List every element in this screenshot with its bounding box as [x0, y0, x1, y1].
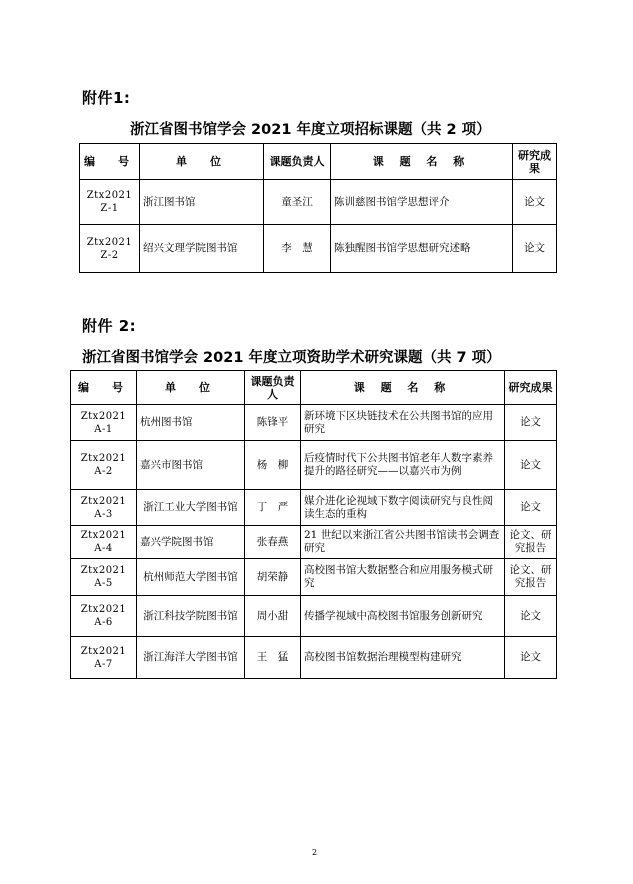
cell-unit: 浙江工业大学图书馆 — [137, 490, 245, 526]
cell-leader: 李 慧 — [264, 225, 331, 273]
cell-unit: 浙江科技学院图书馆 — [137, 596, 245, 637]
cell-topic: 陈训慈图书馆学思想评介 — [331, 180, 513, 225]
cell-leader: 杨 柳 — [245, 441, 301, 490]
cell-result: 论文 — [505, 441, 557, 490]
cell-leader: 童圣江 — [264, 180, 331, 225]
col-header-code: 编 号 — [80, 144, 140, 180]
cell-code: Ztx2021 A-6 — [71, 596, 137, 637]
cell-unit: 嘉兴市图书馆 — [137, 441, 245, 490]
cell-code: Ztx2021 A-3 — [71, 490, 137, 526]
cell-result: 论文、研究报告 — [505, 559, 557, 596]
cell-unit: 杭州图书馆 — [137, 405, 245, 441]
cell-result: 论文 — [513, 225, 557, 273]
cell-leader: 胡荣静 — [245, 559, 301, 596]
cell-topic: 后疫情时代下公共图书馆老年人数字素养提升的路径研究——以嘉兴市为例 — [301, 441, 505, 490]
cell-code: Ztx2021 Z-2 — [80, 225, 140, 273]
col-header-leader: 课题负责人 — [264, 144, 331, 180]
col-header-unit: 单 位 — [140, 144, 264, 180]
col-header-topic: 课 题 名 称 — [331, 144, 513, 180]
cell-code: Ztx2021 A-1 — [71, 405, 137, 441]
cell-result: 论文 — [505, 405, 557, 441]
cell-code: Ztx2021 Z-1 — [80, 180, 140, 225]
table-row — [71, 490, 557, 526]
col-header-unit: 单 位 — [137, 371, 245, 405]
cell-leader: 陈锋平 — [245, 405, 301, 441]
cell-code: Ztx2021 A-2 — [71, 441, 137, 490]
cell-leader: 丁 严 — [245, 490, 301, 526]
table-row — [71, 596, 557, 637]
cell-result: 论文 — [513, 180, 557, 225]
attachment1-title: 浙江省图书馆学会 2021 年度立项招标课题（共 2 项） — [130, 122, 491, 138]
page-number: 2 — [312, 848, 318, 857]
cell-code: Ztx2021 A-5 — [71, 559, 137, 596]
col-header-result: 研究成果 — [513, 144, 557, 180]
cell-unit: 杭州师范大学图书馆 — [137, 559, 245, 596]
attachment1-table — [79, 143, 557, 273]
cell-unit: 浙江图书馆 — [140, 180, 264, 225]
table-row — [80, 225, 557, 273]
table-row — [80, 180, 557, 225]
attachment2-heading: 附件 2: — [82, 317, 137, 335]
cell-code: Ztx2021 A-4 — [71, 526, 137, 559]
attachment2-table — [70, 370, 557, 679]
cell-topic: 高校图书馆数据治理模型构建研究 — [301, 637, 505, 679]
cell-result: 论文 — [505, 596, 557, 637]
col-header-leader: 课题负责人 — [245, 371, 301, 405]
col-header-topic: 课 题 名 称 — [301, 371, 505, 405]
table-row — [71, 441, 557, 490]
cell-leader: 周小甜 — [245, 596, 301, 637]
attachment2-title: 浙江省图书馆学会 2021 年度立项资助学术研究课题（共 7 项） — [82, 350, 501, 366]
table-row — [71, 559, 557, 596]
cell-result: 论文 — [505, 637, 557, 679]
cell-topic: 新环境下区块链技术在公共图书馆的应用研究 — [301, 405, 505, 441]
cell-unit: 绍兴文理学院图书馆 — [140, 225, 264, 273]
cell-leader: 张春燕 — [245, 526, 301, 559]
table-row — [71, 405, 557, 441]
cell-result: 论文 — [505, 490, 557, 526]
cell-leader: 王 猛 — [245, 637, 301, 679]
cell-code: Ztx2021 A-7 — [71, 637, 137, 679]
attachment1-heading: 附件1: — [82, 89, 131, 107]
cell-topic: 21 世纪以来浙江省公共图书馆读书会调查研究 — [301, 526, 505, 559]
col-header-code: 编 号 — [71, 371, 137, 405]
cell-result: 论文、研究报告 — [505, 526, 557, 559]
cell-topic: 媒介进化论视域下数字阅读研究与良性阅读生态的重构 — [301, 490, 505, 526]
cell-unit: 嘉兴学院图书馆 — [137, 526, 245, 559]
cell-topic: 高校图书馆大数据整合和应用服务模式研究 — [301, 559, 505, 596]
cell-topic: 传播学视域中高校图书馆服务创新研究 — [301, 596, 505, 637]
table-header-row — [80, 144, 557, 180]
table-row — [71, 526, 557, 559]
table-header-row — [71, 371, 557, 405]
table-row — [71, 637, 557, 679]
cell-topic: 陈独醒图书馆学思想研究述略 — [331, 225, 513, 273]
cell-unit: 浙江海洋大学图书馆 — [137, 637, 245, 679]
col-header-result: 研究成果 — [505, 371, 557, 405]
